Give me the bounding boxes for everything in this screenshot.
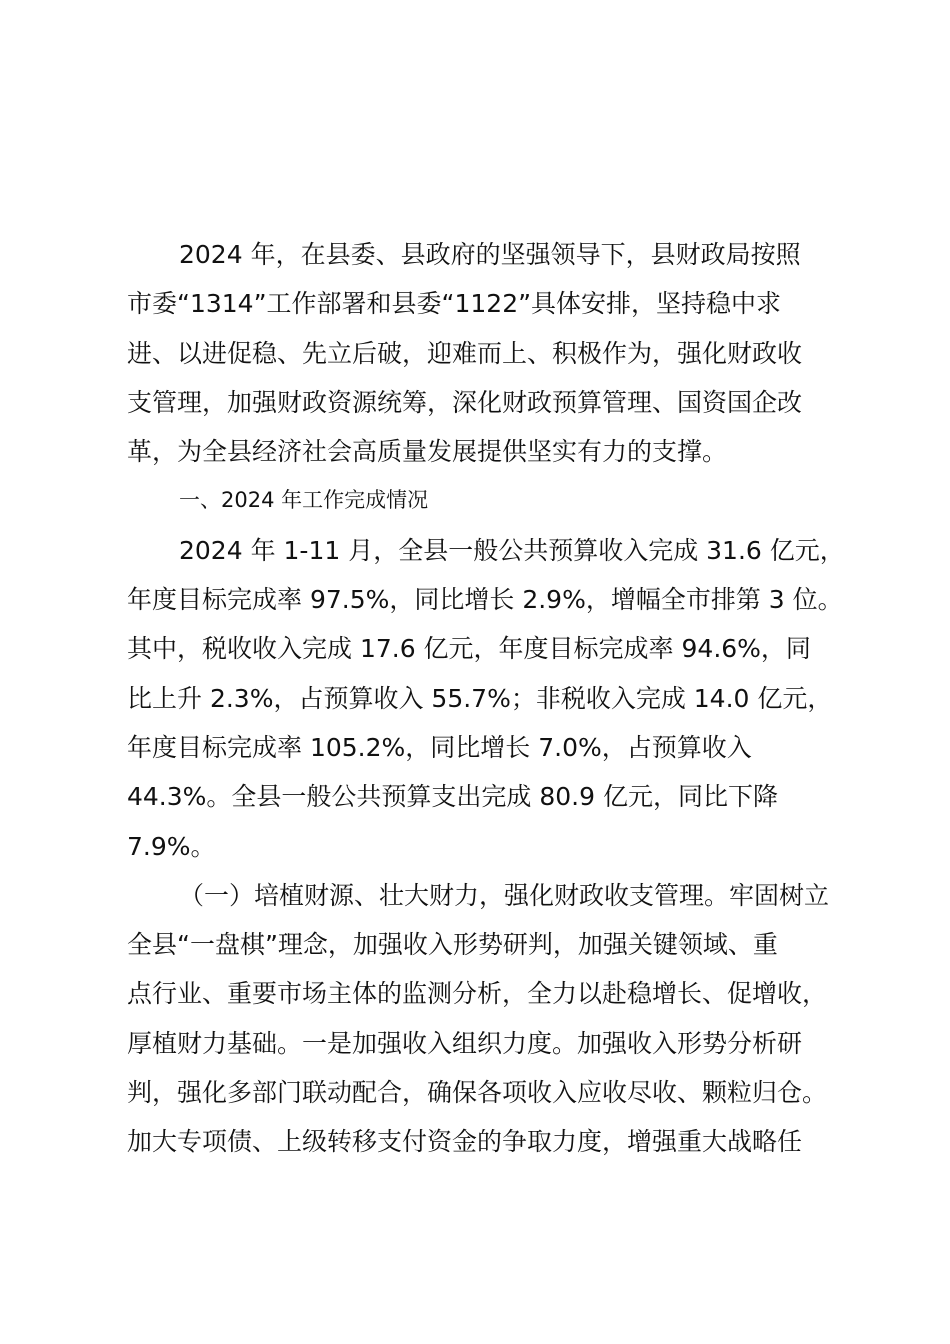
text-line: 全县“一盘棋”理念，加强收入形势研判，加强关键领域、重: [127, 930, 778, 960]
text-line: 年度目标完成率 97.5%，同比增长 2.9%，增幅全市排第 3 位。: [127, 585, 843, 615]
paragraph-intro: [127, 230, 833, 476]
heading-text: 一、2024 年工作完成情况: [179, 488, 429, 513]
text-line: 支管理，加强财政资源统筹，深化财政预算管理、国资国企改: [127, 387, 803, 417]
text-line: （一）培植财源、壮大财力，强化财政收支管理。牢固树立: [179, 880, 830, 910]
text-line: 市委“1314”工作部署和县委“1122”具体安排，坚持稳中求: [127, 289, 782, 319]
text-line: 年度目标完成率 105.2%，同比增长 7.0%，占预算收入: [127, 732, 752, 762]
paragraph-revenue-summary: [127, 526, 845, 871]
text-line: 判，强化多部门联动配合，确保各项收入应收尽收、颗粒归仓。: [127, 1078, 828, 1108]
text-line: 进、以进促稳、先立后破，迎难而上、积极作为，强化财政收: [127, 338, 803, 368]
text-line: 其中，税收收入完成 17.6 亿元，年度目标完成率 94.6%，同: [127, 634, 811, 664]
document-body: [127, 230, 845, 1167]
text-line: 点行业、重要市场主体的监测分析，全力以赴稳增长、促增收，: [127, 979, 828, 1009]
text-line: 革，为全县经济社会高质量发展提供坚实有力的支撑。: [127, 437, 728, 467]
section-heading: [127, 476, 833, 525]
text-line: 7.9%。: [127, 831, 216, 861]
text-line: 44.3%。全县一般公共预算支出完成 80.9 亿元，同比下降: [127, 782, 778, 812]
paragraph-subsection-one: [127, 871, 833, 1167]
text-line: 2024 年 1-11 月，全县一般公共预算收入完成 31.6 亿元，: [179, 535, 845, 565]
text-line: 比上升 2.3%，占预算收入 55.7%；非税收入完成 14.0 亿元，: [127, 683, 833, 713]
text-line: 2024 年，在县委、县政府的坚强领导下，县财政局按照: [179, 240, 801, 269]
text-line: 加大专项债、上级转移支付资金的争取力度，增强重大战略任: [127, 1127, 803, 1157]
text-line: 厚植财力基础。一是加强收入组织力度。加强收入形势分析研: [127, 1028, 803, 1058]
